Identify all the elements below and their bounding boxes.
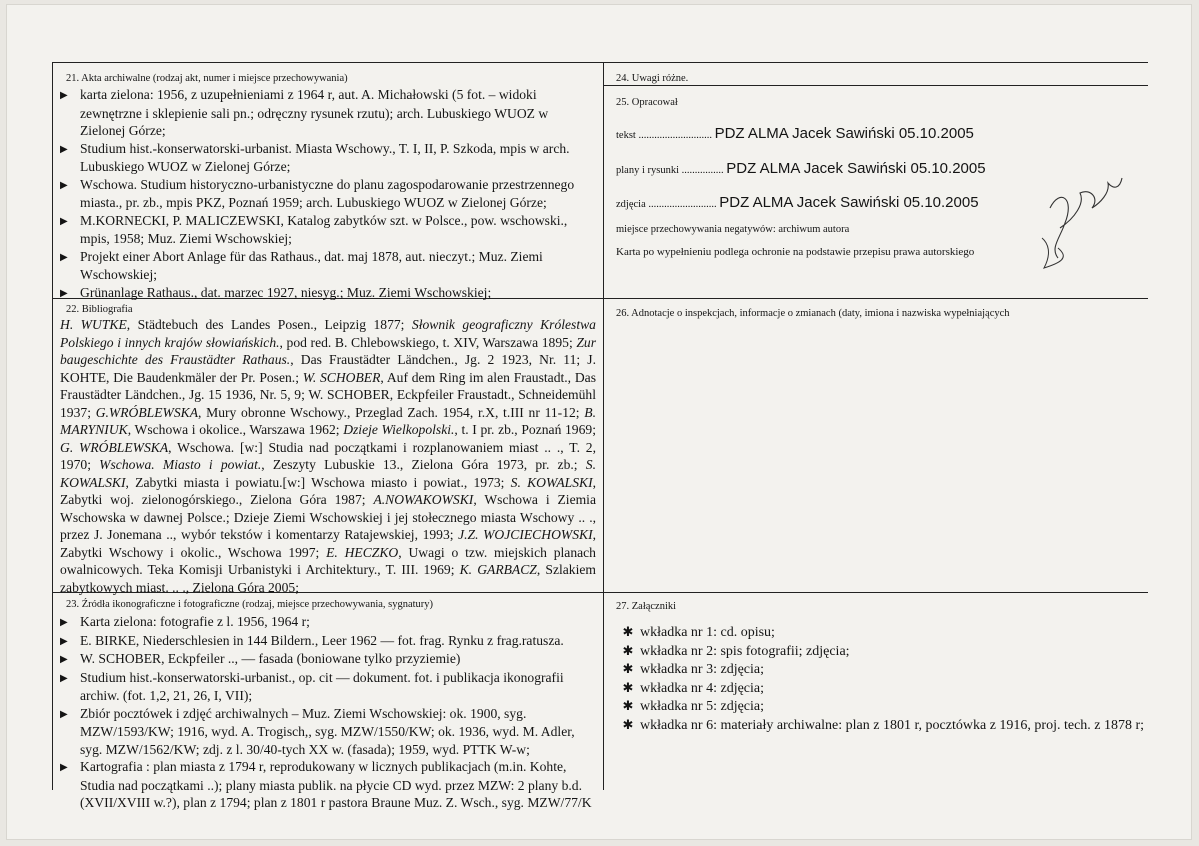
bibliography-plain: , Szlakiem zabytkowych miast. .. ., Zielona Góra 2005; <box>60 562 596 595</box>
attachment-item <box>616 623 1146 642</box>
source-text: Studium hist.-konserwatorski-urbanist., op. cit — dokument. fot. i publikacja ikonografii archiw. (fot. 1,2, 21, 26, I, VII); <box>80 669 564 703</box>
bibliography-plain: , Zabytki Wschowy i okolic., Wschowa 1997; <box>60 527 597 560</box>
attachment-text: wkładka nr 6: materiały archiwalne: plan z 1801 r, pocztówka z 1916, proj. tech. z 1878 r; <box>640 717 1145 733</box>
bibliography-italic: Dzieje Wielkopolski. <box>343 422 455 437</box>
bibliography-plain: , Uwagi o tzw. miejskich planach owalnicowych. Teka Komisji Urbanistyki i Architektury., T. III. 1969; <box>60 544 596 577</box>
bibliography-plain: , Mury obronne Wschowy., Przeglad Zach. 1954, r.X, t.III nr 11-12; <box>198 404 585 420</box>
source-text: Zbiór pocztówek i zdjęć archiwalnych – Muz. Ziemi Wschowskiej: ok. 1900, syg. MZW/1593/KW; 1916, wyd. A. Trogisch,, syg. MZW/1550/KW; ok. 1936, wyd. M. Adler, syg. MZW/1562/KW; zdj. z l. 30/40-tych XX w. (fasada); 1959, wyd. PTTK W-w; <box>80 705 575 757</box>
bibliography-italic: E. HECZKO <box>326 544 399 560</box>
section-23-list <box>60 613 596 812</box>
zdjecia-author: PDZ ALMA Jacek Sawiński 05.10.2005 <box>719 194 979 211</box>
tekst-author: PDZ ALMA Jacek Sawiński 05.10.2005 <box>714 125 974 142</box>
handwritten-signature <box>1030 168 1130 278</box>
section-23 <box>60 598 596 810</box>
rule-top <box>52 62 1148 63</box>
attachment-item <box>616 642 1146 661</box>
attachment-item <box>616 660 1146 679</box>
arrow-bullet-icon: ▶ <box>60 143 68 155</box>
bibliography-italic: H. WUTKE <box>60 317 127 332</box>
bibliography-plain: , Zabytki miasta i powiatu.[w:] Wschowa miasto i powiat., 1973; <box>125 474 511 490</box>
archive-item <box>60 140 594 176</box>
plany-author: PDZ ALMA Jacek Sawiński 05.10.2005 <box>726 160 986 177</box>
archive-item <box>60 212 594 248</box>
source-item <box>60 613 596 632</box>
bibliography-plain: , Das Fraustädter Ländchen., Jg. 2 1923, Nr. 11; J. KOHTE, Die Baudenkmäler der Pr. Posen.; <box>60 352 596 385</box>
archive-item <box>60 86 594 140</box>
source-item <box>60 758 596 812</box>
bibliography-italic: A.NOWAKOWSKI <box>373 492 474 507</box>
bibliography-plain: , pod red. B. Chlebowskiego, t. XIV, Warszawa 1895; <box>279 334 577 350</box>
arrow-bullet-icon: ▶ <box>60 672 68 684</box>
attachment-text: wkładka nr 2: spis fotografii; zdjęcia; <box>640 643 850 659</box>
attachment-text: wkładka nr 3: zdjęcia; <box>640 662 765 677</box>
bibliography-italic: S. KOWALSKI <box>60 457 596 490</box>
plany-row <box>616 160 986 177</box>
section-21-heading: 21. Akta archiwalne (rodzaj akt, numer i miejsce przechowywania) <box>66 73 348 84</box>
bibliography-italic: Słownik geograficzny Królestwa Polskiego i innych krajów słowiańskich. <box>60 317 596 350</box>
section-25-heading: 25. Opracował <box>616 97 678 108</box>
zdjecia-dots: .......................... <box>648 199 717 210</box>
arrow-bullet-icon: ▶ <box>60 708 68 720</box>
tekst-dots: ............................ <box>638 130 712 141</box>
rule-col <box>52 62 53 790</box>
asterisk-bullet-icon: ✱ <box>622 698 634 713</box>
tekst-label: tekst <box>616 130 636 141</box>
plany-dots: ................ <box>681 165 724 176</box>
section-21-list <box>60 86 594 302</box>
source-item <box>60 632 596 651</box>
asterisk-bullet-icon: ✱ <box>622 679 634 695</box>
rule-mid <box>603 62 604 790</box>
attachment-item <box>616 679 1146 698</box>
bibliography-text <box>60 316 596 596</box>
asterisk-bullet-icon: ✱ <box>622 661 634 676</box>
zdjecia-row <box>616 194 979 211</box>
bibliography-plain: , Wschowa. [w:] Studia nad początkami i rozplanowaniem miast .. ., T. 2, 1970; <box>60 439 597 472</box>
arrow-bullet-icon: ▶ <box>60 635 68 647</box>
arrow-bullet-icon: ▶ <box>60 287 68 299</box>
section-22 <box>60 303 597 595</box>
archive-text: M.KORNECKI, P. MALICZEWSKI, Katalog zabytków szt. w Polsce., pow. wschowski., mpis, 1958; Muz. Ziemi Wschowskiej; <box>80 212 568 246</box>
plany-label: plany i rysunki <box>616 165 679 176</box>
source-item <box>60 669 596 705</box>
arrow-bullet-icon: ▶ <box>60 215 68 227</box>
copyright-note: Karta po wypełnieniu podlega ochronie na podstawie przepisu prawa autorskiego <box>616 246 975 258</box>
archive-text: karta zielona: 1956, z uzupełnieniami z 1964 r, aut. A. Michałowski (5 fot. – widoki zewnętrzne i sklepienie sali pn.; odręczny rysunek rzutu); arch. Lubuskiego WUOZ w Zielonej Górze; <box>80 87 549 138</box>
bibliography-plain: , Wschowa i Ziemia Wschowska w dawnej Polsce.; Dzieje Ziemi Wschowskiej i jej stołecznego miasta Wschowy .. ., przez J. Jonemana .., wybór tekstów i komentarzy Ratajewskiej, 1993; <box>60 492 596 542</box>
bibliography-plain: , Zeszyty Lubuskie 13., Zielona Góra 1973, pr. zb.; <box>261 457 586 472</box>
bibliography-italic: Zur baugeschichte des Fraustädter Rathaus. <box>60 334 596 367</box>
attachment-item <box>616 697 1146 716</box>
rule-24-25 <box>604 85 1148 86</box>
bibliography-plain: , Auf dem Ring im alen Fraustadt., Das Fraustädter Ländchen., Jg. 15 1936, Nr. 5, 9; W. SCHOBER, Eckpfeiler Fraustadt., Schneidemühl 1937; <box>60 369 596 420</box>
asterisk-bullet-icon: ✱ <box>622 624 634 639</box>
section-21 <box>60 72 594 298</box>
archive-text: Grünanlage Rathaus., dat. marzec 1927, niesyg.; Muz. Ziemi Wschowskiej; <box>80 284 492 300</box>
source-item <box>60 705 596 759</box>
attachments-list <box>616 623 1146 734</box>
bibliography-plain: , Städtebuch des Landes Posen., Leipzig 1877; <box>126 317 412 332</box>
bibliography-plain: , Wschowa i okolice., Warszawa 1962; <box>127 422 344 437</box>
arrow-bullet-icon: ▶ <box>60 617 68 628</box>
bibliography-italic: W. SCHOBER <box>302 369 381 385</box>
attachment-item <box>616 716 1146 735</box>
source-text: Kartografia : plan miasta z 1794 r, reprodukowany w licznych publikacjach (m.in. Kohte, Studia nad początkami ..); plany miasta publik. na płycie CD wyd. przez MZW: 2 plany b.d. (XVII/XVIII w.?), plan z 1794; plan z 1801 r pastora Braune Muz. Z. Wsch., syg. MZW/77/K <box>80 759 592 810</box>
zdjecia-label: zdjęcia <box>616 199 646 210</box>
section-26-heading: 26. Adnotacje o inspekcjach, informacje o zmianach (daty, imiona i nazwiska wypełniających <box>616 308 1010 319</box>
section-23-heading: 23. Źródła ikonograficzne i fotograficzne (rodzaj, miejsce przechowywania, sygnatury) <box>66 599 434 610</box>
bibliography-italic: Wschowa. Miasto i powiat. <box>99 457 262 472</box>
asterisk-bullet-icon: ✱ <box>622 642 634 658</box>
tekst-row <box>616 125 974 142</box>
section-27-heading: 27. Załączniki <box>616 601 677 612</box>
archive-text: Studium hist.-konserwatorski-urbanist. Miasta Wschowy., T. I, II, P. Szkoda, mpis w arch. Lubuskiego WUOZ w Zielonej Górze; <box>80 140 570 174</box>
archive-text: Projekt einer Abort Anlage für das Rathaus., dat. maj 1878, aut. nieczyt.; Muz. Ziemi Wschowskiej; <box>80 248 543 282</box>
arrow-bullet-icon: ▶ <box>60 90 68 101</box>
attachment-text: wkładka nr 5: zdjęcia; <box>640 699 765 714</box>
section-24-heading: 24. Uwagi różne. <box>616 73 689 84</box>
bibliography-italic: S. KOWALSKI <box>510 474 593 490</box>
section-27 <box>616 600 1146 790</box>
bibliography-italic: G. WRÓBLEWSKA <box>60 439 169 455</box>
arrow-bullet-icon: ▶ <box>60 654 68 665</box>
arrow-bullet-icon: ▶ <box>60 762 68 773</box>
attachment-text: wkładka nr 1: cd. opisu; <box>640 625 775 640</box>
source-text: Karta zielona: fotografie z l. 1956, 1964 r; <box>80 614 310 629</box>
archive-item <box>60 176 594 212</box>
source-item <box>60 650 596 669</box>
bibliography-italic: J.Z. WOJCIECHOWSKI <box>458 527 593 542</box>
arrow-bullet-icon: ▶ <box>60 179 68 191</box>
source-text: E. BIRKE, Niederschlesien in 144 Bildern., Leer 1962 — fot. frag. Rynku z frag.ratusza. <box>80 632 564 648</box>
bibliography-italic: B. MARYNIUK <box>60 404 596 437</box>
arrow-bullet-icon: ▶ <box>60 251 68 263</box>
section-22-heading: 22. Bibliografia <box>66 304 133 315</box>
attachment-text: wkładka nr 4: zdjęcia; <box>640 680 765 696</box>
source-text: W. SCHOBER, Eckpfeiler .., — fasada (boniowane tylko przyziemie) <box>80 651 461 666</box>
bibliography-italic: G.WRÓBLEWSKA <box>95 404 199 420</box>
archive-item <box>60 248 594 284</box>
bibliography-plain: , Zabytki woj. zielonogórskiego., Zielona Góra 1987; <box>60 474 597 507</box>
bibliography-italic: K. GARBACZ <box>459 562 537 577</box>
bibliography-plain: , t. I pr. zb., Poznań 1969; <box>454 422 596 437</box>
archive-item <box>60 284 594 303</box>
negatives-note: miejsce przechowywania negatywów: archiwum autora <box>616 224 850 235</box>
asterisk-bullet-icon: ✱ <box>622 716 634 732</box>
archive-text: Wschowa. Studium historyczno-urbanistyczne do planu zagospodarowanie przestrzennego miasta., pr. zb., mpis PKZ, Poznań 1959; arch. Lubuskiego WUOZ w Zielonej Górze; <box>80 176 575 210</box>
